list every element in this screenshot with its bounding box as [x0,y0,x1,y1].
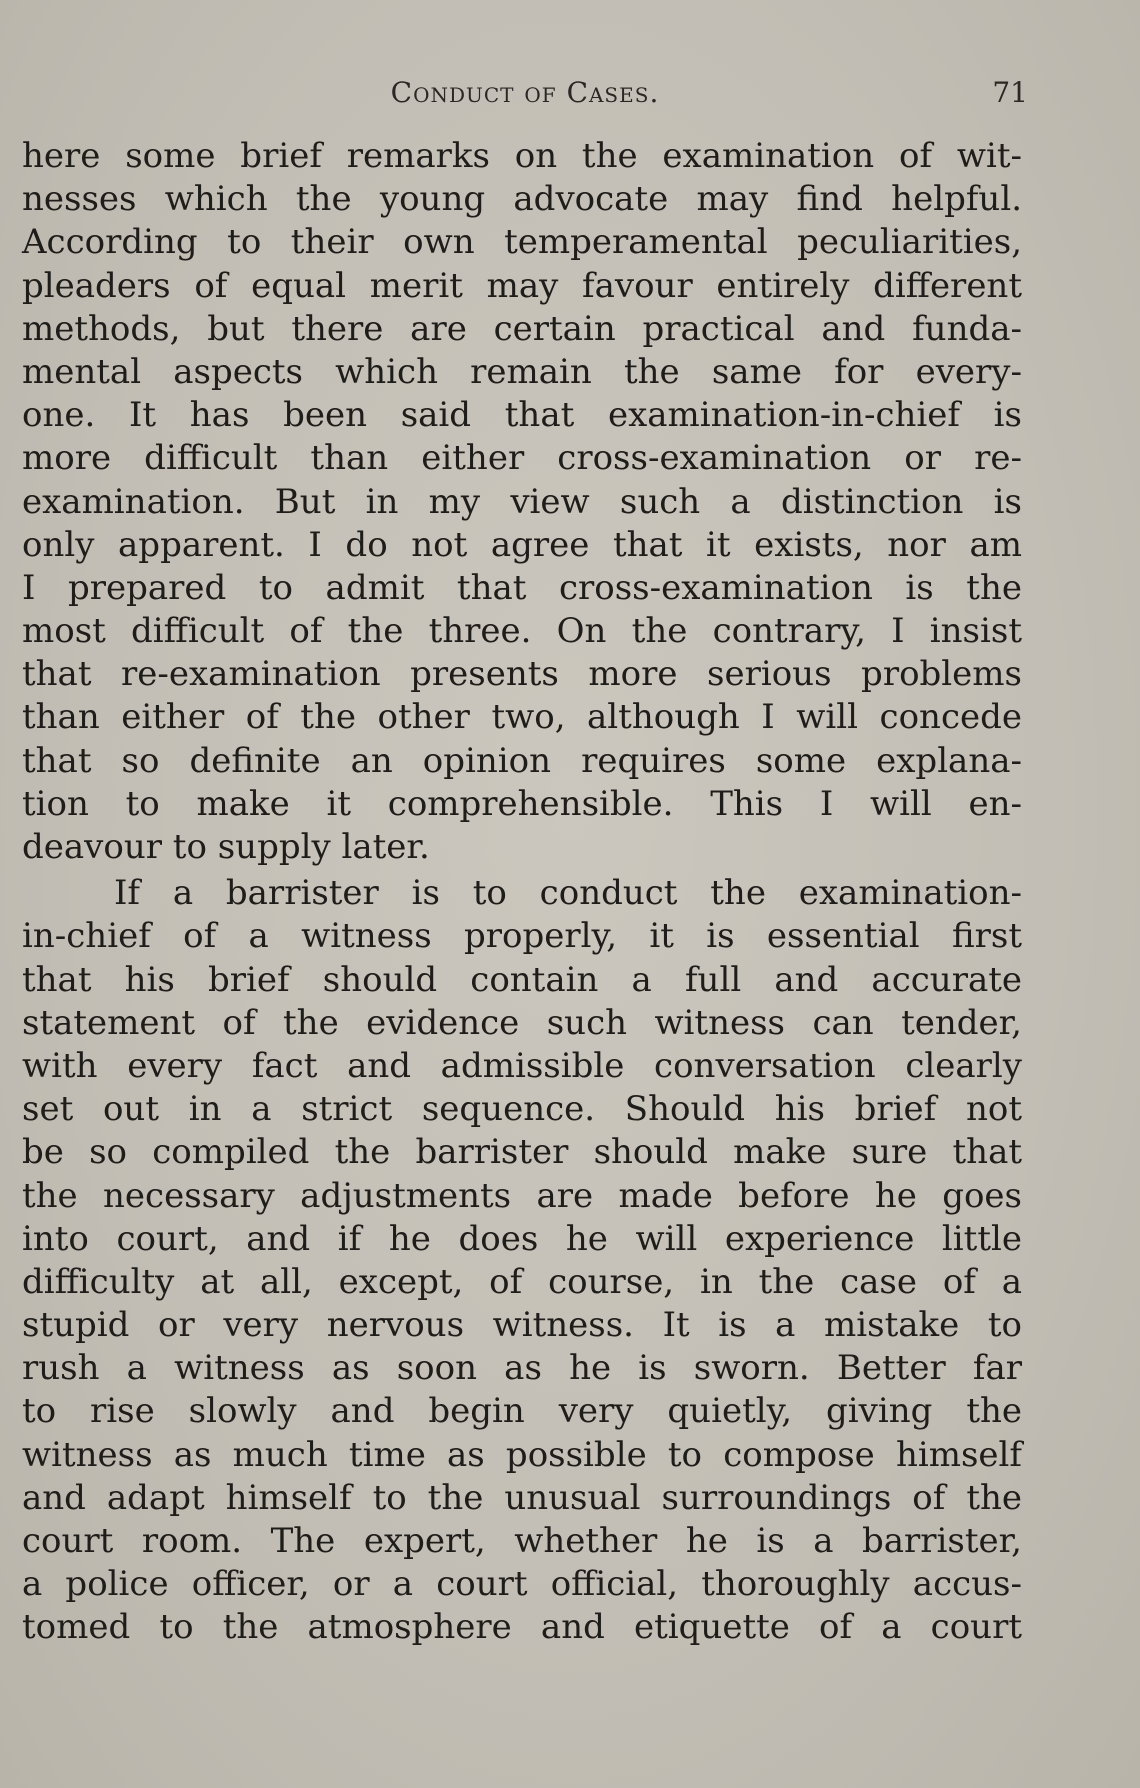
chapter-title: Conduct of Cases. [390,76,660,109]
text-line: witness as much time as possible to compose himself [22,1434,1022,1475]
text-line: that re-examination presents more serious problems [22,654,1022,695]
text-line: tomed to the atmosphere and etiquette of a court [22,1607,1022,1648]
text-line: mental aspects which remain the same for every- [22,351,1022,392]
text-line: with every fact and admissible conversation clearly [22,1045,1022,1086]
text-line: and adapt himself to the unusual surroundings of the [22,1477,1022,1518]
text-line: to rise slowly and begin very quietly, giving the [22,1391,1022,1432]
text-line: I prepared to admit that cross-examination is the [22,567,1022,608]
text-line: rush a witness as soon as he is sworn. Better far [22,1348,1022,1389]
text-line: here some brief remarks on the examination of wit- [22,136,1022,176]
text-line: nesses which the young advocate may find helpful. [22,179,1022,220]
text-line: pleaders of equal merit may favour entirely different [22,265,1022,306]
text-line: If a barrister is to conduct the examination- [114,873,1022,914]
paragraph-2 [22,872,1022,1649]
text-line: into court, and if he does he will experience little [22,1218,1022,1259]
page-number: 71 [992,76,1028,109]
text-line: methods, but there are certain practical and funda- [22,308,1022,349]
paragraph-1 [22,135,1022,869]
text-line: set out in a strict sequence. Should his brief not [22,1089,1022,1130]
text-line: tion to make it comprehensible. This I will en- [22,783,1022,824]
text-line: that so definite an opinion requires some explana- [22,740,1022,781]
running-head [22,76,1028,116]
text-line: According to their own temperamental peculiarities, [22,222,1022,263]
text-line: than either of the other two, although I will concede [22,697,1022,738]
body-text [22,135,1022,1650]
text-line: most difficult of the three. On the contrary, I insist [22,611,1022,652]
text-line: only apparent. I do not agree that it exists, nor am [22,524,1022,565]
text-line: statement of the evidence such witness can tender, [22,1002,1022,1043]
text-line: in-chief of a witness properly, it is essential first [22,916,1022,957]
text-line: court room. The expert, whether he is a barrister, [22,1521,1022,1561]
text-line: one. It has been said that examination-in-chief is [22,395,1022,436]
text-line: deavour to supply later. [22,827,430,867]
text-line: examination. But in my view such a distinction is [22,481,1022,522]
text-line: be so compiled the barrister should make sure that [22,1132,1022,1173]
text-line: the necessary adjustments are made before he goes [22,1175,1022,1216]
text-line: stupid or very nervous witness. It is a mistake to [22,1305,1022,1346]
text-line: that his brief should contain a full and accurate [22,959,1022,1000]
text-line: a police officer, or a court official, thoroughly accus- [22,1564,1022,1605]
text-line: more difficult than either cross-examination or re- [22,438,1022,479]
text-line: difficulty at all, except, of course, in the case of a [22,1261,1022,1302]
